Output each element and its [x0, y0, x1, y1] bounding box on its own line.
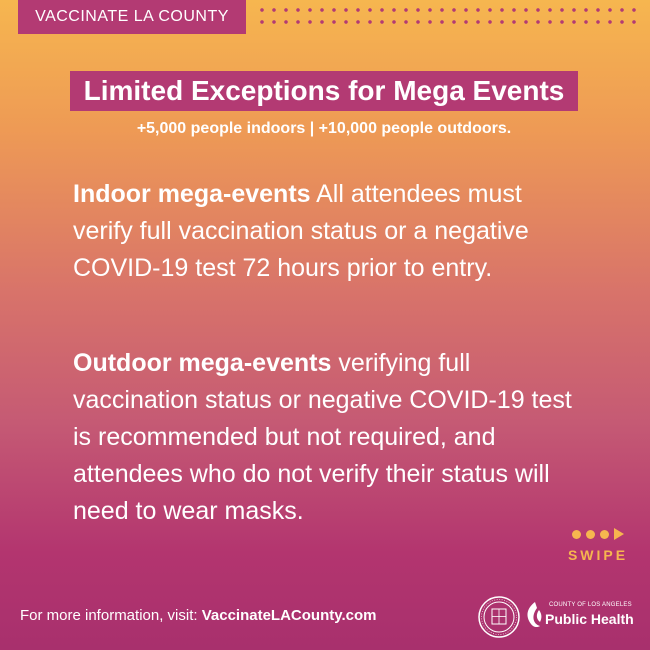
footer-url-link[interactable]: VaccinateLACounty.com — [201, 607, 377, 624]
indoor-paragraph — [73, 176, 583, 287]
logo-small-text: COUNTY OF LOS ANGELES — [549, 602, 632, 608]
vaccinate-la-tag: VACCINATE LA COUNTY — [18, 0, 246, 34]
indoor-lead: Indoor mega-events — [73, 180, 311, 208]
outdoor-lead: Outdoor mega-events — [73, 349, 332, 377]
logo-big-text: Public Health — [545, 611, 634, 627]
footer-info — [20, 607, 376, 624]
dot-pattern-decoration — [256, 4, 636, 32]
footer-prefix: For more information, visit: — [20, 607, 202, 624]
outdoor-paragraph — [73, 345, 583, 530]
swipe-label: SWIPE — [567, 547, 629, 563]
public-health-logo — [523, 600, 633, 634]
public-health-flame-icon — [523, 600, 545, 632]
swipe-button[interactable] — [563, 525, 633, 563]
capacity-subtitle: +5,000 people indoors | +10,000 people outdoors. — [136, 120, 512, 137]
county-seal-icon — [478, 596, 520, 638]
outdoor-body: verifying full vaccination status or negative COVID-19 test is recommended but not required, and attendees who do not verify their status will need to wear masks. — [73, 349, 572, 525]
page-title: Limited Exceptions for Mega Events — [70, 71, 578, 111]
indoor-body: All attendees must verify full vaccination status or a negative COVID-19 test 72 hours prior to entry. — [73, 180, 529, 282]
swipe-arrow-icon — [563, 525, 633, 543]
